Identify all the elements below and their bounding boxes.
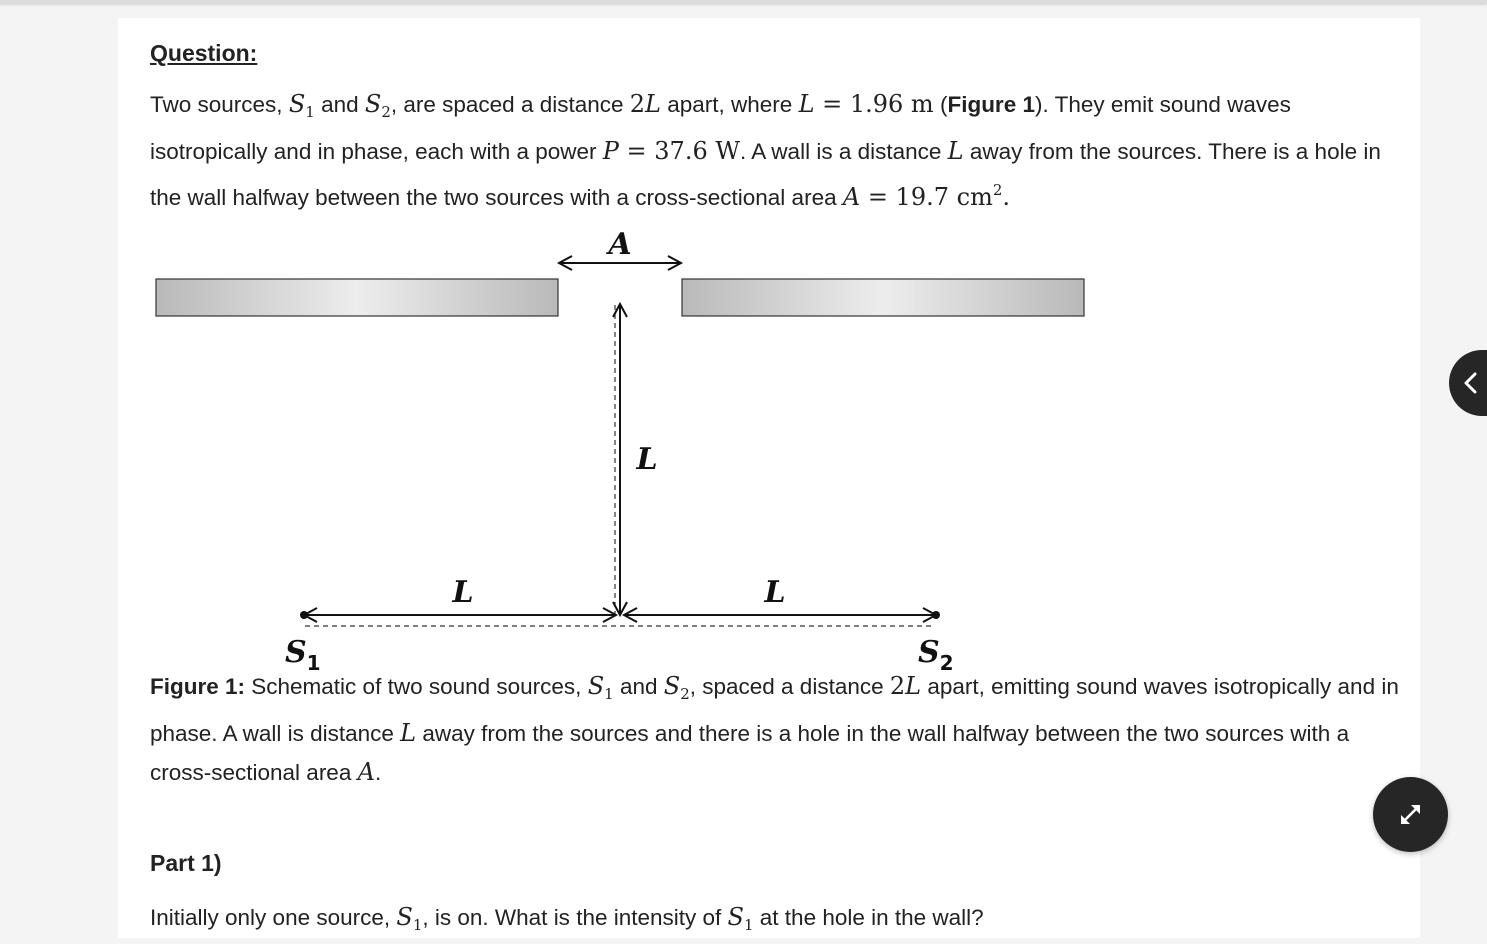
part-1-heading: Part 1) [150,850,222,876]
wall-left [156,279,558,316]
text-segment: and [613,674,664,699]
expand-button[interactable] [1373,777,1448,852]
text-segment: apart, emitting sound waves isotropically and in phase. A wall is distance [150,674,1399,746]
text-segment: at the hole in the wall? [753,905,984,930]
math-subscript: 1 [412,916,423,934]
source-2-subscript: 2 [939,651,954,673]
vertical-distance-label: L [636,442,658,477]
math-value: = 19.7 cm [860,183,993,211]
part-1-question [150,898,1400,944]
source-1-letter: S [285,635,307,670]
text-segment: , are spaced a distance [390,92,630,117]
math-symbol: S [663,672,681,700]
math-symbol: A [357,758,375,786]
text-segment: apart, where [660,92,799,117]
text-segment: ( [933,92,948,117]
text-segment: . A wall is a distance [740,138,948,164]
side-panel-toggle-button[interactable] [1449,350,1487,416]
math-symbol: L [400,718,417,747]
figure-1 [150,213,1150,678]
question-heading: Question: [150,40,258,66]
math-symbol: S [587,672,605,700]
math-subscript: 1 [305,103,315,121]
figure-1-diagram [150,213,1150,673]
math-value: = 1.96 m [814,90,934,118]
text-segment: , is on. What is the intensity of [422,905,728,930]
math-symbol: A [842,183,861,211]
math-subscript: 1 [743,916,754,934]
question-card [118,18,1420,938]
math-symbol: L [905,672,922,700]
math-subscript: 1 [604,685,614,703]
source-2-dot [932,611,940,619]
text-segment: Schematic of two sound sources, [245,674,588,699]
math-symbol: L [947,136,964,165]
math-punct: . [1002,183,1011,211]
chevron-left-icon [1461,370,1483,396]
text-segment: , spaced a distance [689,674,890,699]
math-symbol: L [798,90,815,118]
expand-diagonal-icon [1397,801,1424,828]
top-bar [0,0,1487,4]
math-value: = 37.6 W [618,136,741,165]
math-number: 2 [629,90,646,118]
right-distance-arrow [624,608,936,622]
left-distance-arrow [304,608,616,622]
left-distance-label: L [452,575,474,610]
wall-right [682,279,1084,316]
text-segment: away from the sources. There is a hole in the wall halfway between the two sources with a cross-sectional area [150,138,1381,210]
math-symbol: S [396,903,413,931]
math-symbol: L [645,90,661,118]
math-symbol: S [288,90,306,118]
text-segment: Initially only one source, [150,905,397,930]
text-segment: ). They emit sound waves isotropically and in phase, each with a power [150,92,1291,164]
question-text [150,85,1400,218]
math-subscript: 2 [680,685,690,703]
hole-area-label: A [608,227,632,262]
figure-caption [150,667,1400,793]
math-number: 2 [889,672,906,700]
text-segment: . [374,760,382,785]
math-symbol: S [364,90,382,118]
source-2-letter: S [918,635,940,670]
source-1-dot [300,611,308,619]
math-symbol: P [602,136,619,165]
figure-reference-link[interactable]: Figure 1 [947,92,1035,117]
text-segment: Two sources, [150,92,289,117]
math-subscript: 2 [381,103,391,121]
caption-label: Figure 1: [150,674,246,699]
source-1-subscript: 1 [306,651,321,673]
text-segment: away from the sources and there is a hole in the wall halfway between the two sources with a cross-sectional area [150,720,1350,785]
right-distance-label: L [764,575,786,610]
text-segment: and [314,92,365,117]
math-superscript: 2 [992,181,1003,199]
math-symbol: S [727,903,744,931]
